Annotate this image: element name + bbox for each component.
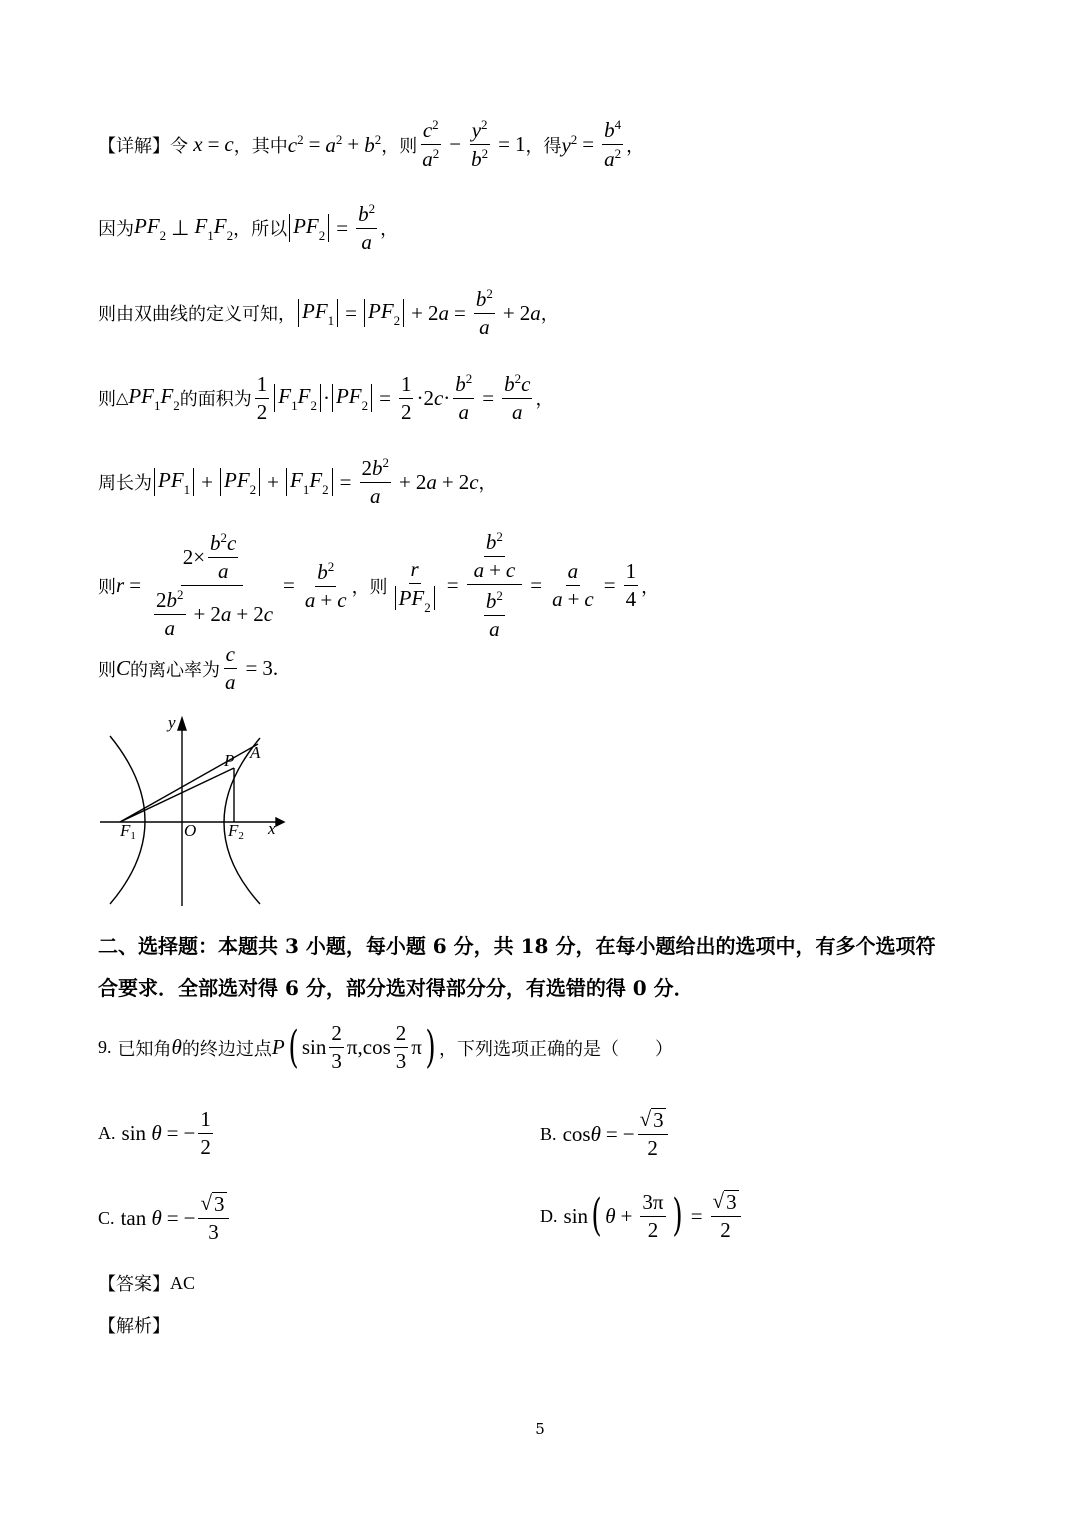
- x-axis-arrow: [276, 818, 284, 826]
- y-axis-arrow: [178, 718, 186, 730]
- answer: [98, 1270, 195, 1296]
- left-branch: [110, 736, 145, 904]
- option-b[interactable]: B. cos θ = − √ 3 2: [540, 1108, 671, 1160]
- detail-line-2: 因为 $PF_2$ ⊥ $F_1F_2$ ，所以 $PF_2$ = $\frac{b^2}{a}$ ，: [98, 201, 399, 255]
- q9-number: 9.: [98, 1037, 112, 1058]
- option-d[interactable]: D. sin ( θ + $\frac{3\pi}{2}$ ) = √ 3 2: [540, 1190, 744, 1242]
- detail-line-7: 则 C 的离心率为 $\frac{c}{a}$ = 3 .: [98, 642, 279, 695]
- segment-f1-a: [120, 744, 258, 822]
- q9-stem: 9. 已知角 θ 的终边过点 P ( sin $\frac{2}{3}$ π, cos $\frac{2}{3}$ π ) ，下列选项正确的是（ ）: [98, 1021, 674, 1074]
- hyperbola-figure: [98, 712, 288, 908]
- section2-line-2: 合要求．全部选对得 6 分，部分选对得部分分，有选错的得 0 分．: [98, 976, 694, 1000]
- label-p: P: [224, 751, 235, 770]
- detail-line-4: 则 △ $PF_1F_2$ 的面积为 $\frac{1}{2}$ $F_1F_2$ · $PF_2$ = $\frac{1}{2}$ ·2 c · $\frac{b^2}{a}$ = $\frac{b^2c}{a}$ ，: [98, 371, 554, 425]
- analysis-label: 【解析】: [98, 1316, 170, 1337]
- label-y: y: [168, 713, 176, 732]
- detail-line-6: 则 r = 2× $\frac{b^2c}{a}$ $\frac{2b^2}{a}$ + 2 a + 2 c = $\frac{b^2}{a + c}$ ，则 $\frac{r}{PF_2}$ = $\frac{\frac{b^2}{a + c}}{\frac{b^2}{a}}$ = $\frac{a}{a + c}$ = $\frac{1}{4}$ ，: [98, 529, 660, 642]
- label-o: O: [184, 821, 197, 840]
- option-a[interactable]: A. sin θ = − $\frac{1}{2}$: [98, 1107, 211, 1160]
- segment-f1-p: [120, 768, 234, 822]
- detail-line-3: 则由双曲线的定义可知， $PF_1$ = $PF_2$ + 2 a = $\frac{b^2}{a}$ + 2 a ，: [98, 286, 559, 340]
- section2-line-1: 二、选择题：本题共 3 小题，每小题 6 分，共 18 分，在每小题给出的选项中，有多个选项符: [98, 934, 936, 958]
- answer-value: AC: [170, 1272, 196, 1293]
- label-a: A: [250, 743, 261, 762]
- label-f1: F1: [120, 821, 136, 842]
- label-f2: F2: [228, 821, 244, 842]
- option-c[interactable]: C. tan θ = − √ 3 3: [98, 1192, 232, 1244]
- answer-label: 【答案】: [98, 1274, 170, 1295]
- label-x: x: [268, 819, 276, 838]
- detail-line-1: 【详解】 令 x = c ，其中 $c^2$ = $a^2$ + $b^2$ ，则 $\frac{c^2}{a^2}$ − $\frac{y^2}{b^2}$ = 1 ，得 $y^2$ = $\frac{b^4}{a^2}$ ，: [98, 117, 645, 172]
- detail-line-5: 周长为 $PF_1$ + $PF_2$ + $F_1F_2$ = $\frac{2b^2}{a}$ + 2 a + 2 c ，: [98, 455, 497, 509]
- detail-label: 【详解】: [98, 135, 170, 157]
- page-number: 5: [535, 1420, 545, 1438]
